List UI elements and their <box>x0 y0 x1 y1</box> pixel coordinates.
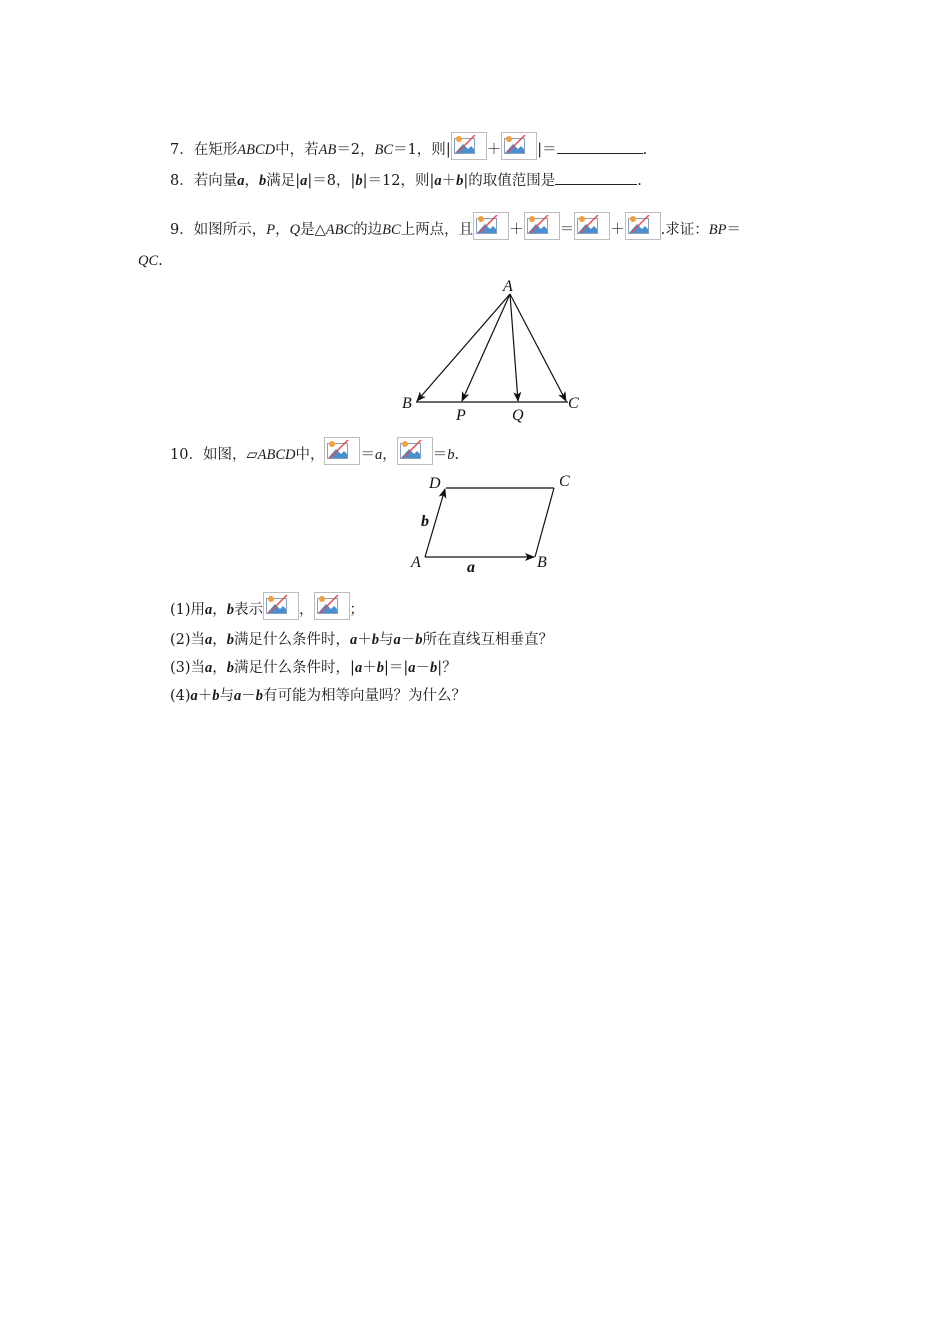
question-9-continued: QC. <box>138 253 163 269</box>
label-b: B <box>402 395 412 412</box>
sub-question-4: (4)a＋b与a－b有可能为相等向量吗？为什么？ <box>170 688 467 704</box>
broken-image-icon <box>263 592 299 620</box>
question-9: 9．如图所示，P，Q是△ABC的边BC上两点，且 ＋ ＝ ＋ .求证：BP＝ <box>170 212 741 241</box>
question-8: 8．若向量a，b满足|a|＝8，|b|＝12，则|a＋b|的取值范围是 . <box>170 170 642 192</box>
label-q: Q <box>512 407 524 424</box>
broken-image-icon <box>451 132 487 160</box>
sub-question-1: (1)用a，b表示 ， ； <box>170 592 364 621</box>
broken-image-icon <box>524 212 560 240</box>
label-b: B <box>537 554 547 571</box>
broken-image-icon <box>574 212 610 240</box>
label-a: A <box>411 554 421 571</box>
question-7: 7．在矩形ABCD中，若AB＝2，BC＝1，则| ＋ |＝ . <box>170 132 647 161</box>
question-10: 10．如图，▱ABCD中， ＝a， ＝b. <box>170 437 459 466</box>
answer-blank[interactable] <box>555 170 637 185</box>
vector-ab <box>417 294 510 401</box>
answer-blank[interactable] <box>557 139 643 154</box>
broken-image-icon <box>397 437 433 465</box>
label-c: C <box>559 473 570 490</box>
label-vector-b: b <box>421 513 429 530</box>
label-vector-a: a <box>467 559 475 576</box>
vector-ap <box>462 294 510 401</box>
label-p: P <box>456 407 466 424</box>
sub-question-3: (3)当a，b满足什么条件时，|a＋b|＝|a－b|？ <box>170 660 457 676</box>
broken-image-icon <box>625 212 661 240</box>
broken-image-icon <box>324 437 360 465</box>
triangle-figure <box>390 272 600 424</box>
broken-image-icon <box>473 212 509 240</box>
broken-image-icon <box>501 132 537 160</box>
vector-aq <box>510 294 518 401</box>
label-d: D <box>429 475 441 492</box>
broken-image-icon <box>314 592 350 620</box>
sub-question-2: (2)当a，b满足什么条件时，a＋b与a－b所在直线互相垂直？ <box>170 632 554 648</box>
segment-cb <box>535 488 554 557</box>
label-c: C <box>568 395 579 412</box>
vector-ac <box>510 294 566 401</box>
parallelogram-figure <box>405 468 580 578</box>
label-a: A <box>503 278 513 295</box>
